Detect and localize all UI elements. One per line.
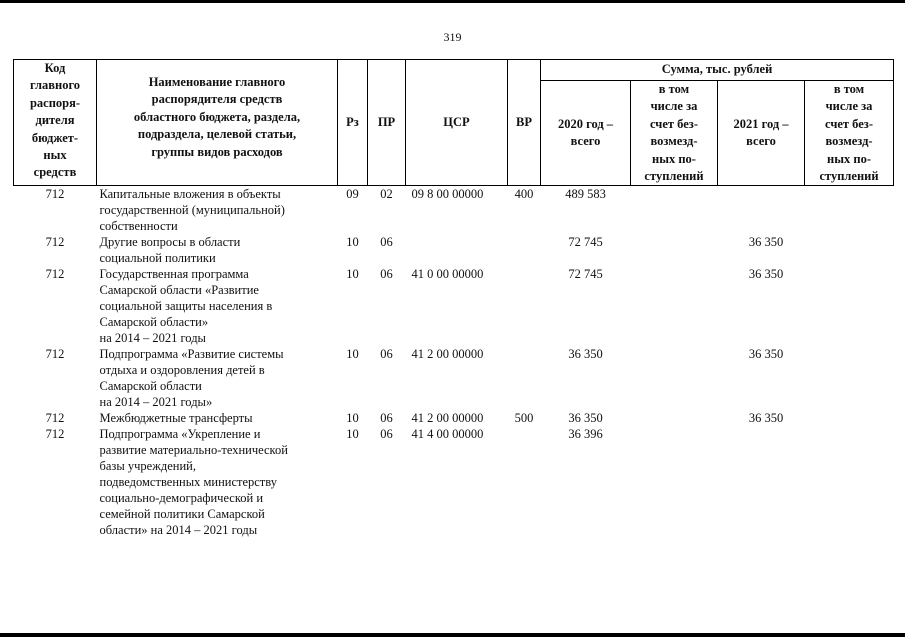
row-name: Капитальные вложения в объекты государственной (муниципальной) собственности — [99, 187, 285, 234]
header-rz: Рз — [338, 60, 368, 186]
header-incl-2020: в том числе за счет без- возмезд- ных по- ступлений — [631, 81, 718, 186]
row-total-2021: 36 350 — [748, 411, 784, 426]
row-pr: 06 — [380, 427, 393, 442]
row-total-2021: 36 350 — [748, 267, 784, 282]
row-incl-2020 — [631, 234, 718, 266]
row-total-2020: 36 350 — [568, 347, 603, 362]
page-number: 319 — [443, 30, 462, 44]
row-rz: 10 — [346, 267, 359, 282]
row-total-2020: 489 583 — [565, 187, 606, 202]
header-sum-group: Сумма, тыс. рублей — [541, 60, 894, 81]
row-csr: 41 0 00 00000 — [411, 267, 484, 282]
row-csr: 41 4 00 00000 — [411, 427, 484, 442]
row-vr: 500 — [514, 411, 534, 426]
bottom-border-rule — [0, 633, 905, 637]
row-rz: 10 — [346, 411, 359, 426]
row-incl-2021 — [805, 234, 894, 266]
row-rz: 09 — [346, 187, 359, 202]
table-body — [14, 186, 894, 539]
table-row — [14, 186, 894, 235]
row-pr: 06 — [380, 347, 393, 362]
row-pr: 02 — [380, 187, 393, 202]
row-code: 712 — [45, 427, 65, 442]
row-code: 712 — [45, 411, 65, 426]
table-row — [14, 346, 894, 410]
table-row — [14, 266, 894, 346]
row-name: Государственная программа Самарской области «Развитие социальной защиты населения в Самарской области» на 2014 – 2021 годы — [99, 267, 273, 346]
row-vr — [508, 346, 541, 410]
row-csr: 41 2 00 00000 — [411, 411, 484, 426]
row-csr: 09 8 00 00000 — [411, 187, 484, 202]
row-incl-2020 — [631, 266, 718, 346]
row-incl-2020 — [631, 186, 718, 235]
row-vr — [508, 426, 541, 538]
row-total-2021: 36 350 — [748, 347, 784, 362]
header-row-top — [14, 60, 894, 81]
row-name: Подпрограмма «Развитие системы отдыха и оздоровления детей в Самарской области на 2014 – 2021 годы» — [99, 347, 284, 410]
row-incl-2021 — [805, 266, 894, 346]
row-name: Подпрограмма «Укрепление и развитие материально-технической базы учреждений, подведомственных министерству социально-демографической и семейной политики Самарской области» на 2014 – 2021 годы — [99, 427, 288, 538]
table-row — [14, 410, 894, 426]
row-incl-2021 — [805, 410, 894, 426]
row-total-2020: 72 745 — [568, 235, 603, 250]
budget-table — [13, 59, 894, 538]
table-header — [14, 60, 894, 186]
row-code: 712 — [45, 267, 65, 282]
row-total-2020: 36 350 — [568, 411, 603, 426]
row-total-2020: 36 396 — [568, 427, 603, 442]
header-name: Наименование главного распорядителя средств областного бюджета, раздела, подраздела, целевой статьи, группы видов расходов — [97, 60, 338, 186]
row-pr: 06 — [380, 235, 393, 250]
row-code: 712 — [45, 187, 65, 202]
row-pr: 06 — [380, 411, 393, 426]
row-incl-2020 — [631, 410, 718, 426]
row-csr — [406, 234, 508, 266]
row-incl-2021 — [805, 186, 894, 235]
row-incl-2020 — [631, 426, 718, 538]
header-pr: ПР — [368, 60, 406, 186]
row-rz: 10 — [346, 235, 359, 250]
row-rz: 10 — [346, 427, 359, 442]
row-name: Другие вопросы в области социальной политики — [99, 235, 241, 266]
header-code: Код главного распоря- дителя бюджет- ных средств — [14, 60, 97, 186]
header-csr: ЦСР — [406, 60, 508, 186]
header-total-2021: 2021 год – всего — [718, 81, 805, 186]
header-vr: ВР — [508, 60, 541, 186]
row-rz: 10 — [346, 347, 359, 362]
row-incl-2021 — [805, 346, 894, 410]
row-vr — [508, 266, 541, 346]
row-total-2021 — [718, 186, 805, 235]
row-vr: 400 — [514, 187, 534, 202]
header-incl-2021: в том числе за счет без- возмезд- ных по- ступлений — [805, 81, 894, 186]
row-incl-2020 — [631, 346, 718, 410]
table-row — [14, 234, 894, 266]
table-row — [14, 426, 894, 538]
header-total-2020: 2020 год – всего — [541, 81, 631, 186]
row-pr: 06 — [380, 267, 393, 282]
row-code: 712 — [45, 347, 65, 362]
row-total-2021: 36 350 — [748, 235, 784, 250]
row-total-2021 — [718, 426, 805, 538]
top-border-rule — [0, 0, 905, 3]
row-incl-2021 — [805, 426, 894, 538]
row-name: Межбюджетные трансферты — [99, 411, 253, 426]
row-vr — [508, 234, 541, 266]
row-csr: 41 2 00 00000 — [411, 347, 484, 362]
row-code: 712 — [45, 235, 65, 250]
row-total-2020: 72 745 — [568, 267, 603, 282]
